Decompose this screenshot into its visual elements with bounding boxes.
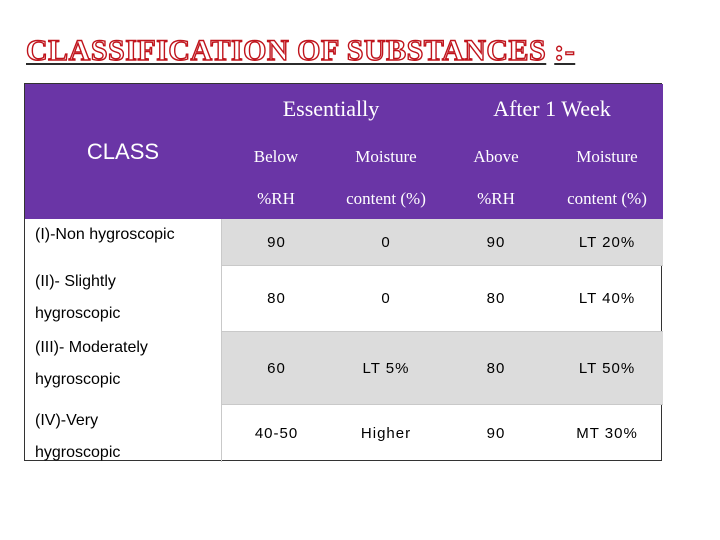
table-cell: 90 — [486, 425, 506, 442]
group-header-essentially: Essentially — [221, 84, 441, 134]
table-cell: Higher — [360, 425, 412, 442]
subheader-cell: Below — [221, 134, 331, 179]
table-cell: 80 — [441, 266, 551, 332]
table-cell: LT 40% — [551, 266, 663, 332]
subheader-cell: content (%) — [551, 179, 663, 219]
classification-table — [24, 83, 662, 461]
subheader-cell: Moisture — [551, 134, 663, 179]
table-cell: 90 — [221, 219, 331, 266]
table-cell: MT 30% — [576, 425, 638, 442]
row-label-line: (I)-Non hygroscopic — [35, 226, 175, 243]
subheader-cell: content (%) — [331, 179, 441, 219]
subheader-cell: %RH — [441, 179, 551, 219]
table-cell: 40-50 — [221, 405, 331, 462]
row-label-line: hygroscopic — [35, 305, 121, 322]
row-label-line: (IV)-Very — [35, 412, 99, 429]
row-label — [25, 219, 221, 266]
table-cell: 0 — [331, 266, 441, 332]
table-cell: 60 — [221, 332, 331, 405]
group-header-after-1-week: After 1 Week — [441, 84, 663, 134]
row-label-line: hygroscopic — [35, 371, 121, 388]
row-label-line: hygroscopic — [35, 444, 121, 461]
table-cell: 80 — [441, 332, 551, 405]
row-label-line: (III)- Moderately — [35, 339, 148, 356]
subheader-cell: Moisture — [331, 134, 441, 179]
table-cell: 90 — [441, 219, 551, 266]
row-label-line: (II)- Slightly — [35, 273, 116, 290]
table-cell: LT 20% — [551, 219, 663, 266]
page-title — [26, 34, 575, 68]
row-label — [25, 266, 221, 332]
class-header: CLASS — [25, 84, 221, 219]
table-cell: 0 — [331, 219, 441, 266]
title-suffix: :- — [554, 34, 576, 67]
row-label — [25, 405, 221, 462]
subheader-cell: %RH — [221, 179, 331, 219]
table-cell: LT 5% — [331, 332, 441, 405]
subheader-cell: Above — [441, 134, 551, 179]
title-text: CLASSIFICATION OF SUBSTANCES — [26, 34, 547, 67]
row-label — [25, 332, 221, 405]
table-cell: LT 50% — [551, 332, 663, 405]
table-cell: 80 — [221, 266, 331, 332]
